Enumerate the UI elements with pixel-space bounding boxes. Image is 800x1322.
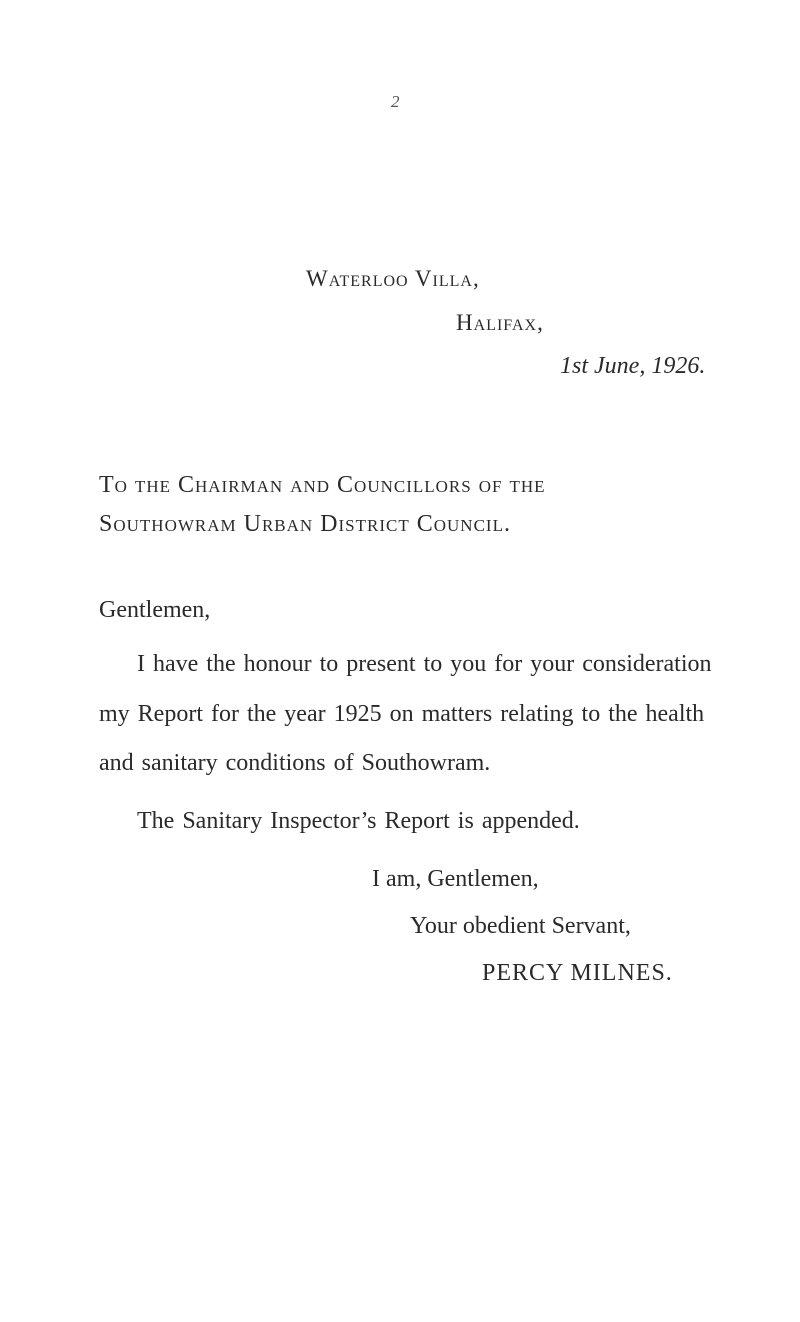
address-town: Halifax,	[456, 310, 544, 335]
closing-line-1: I am, Gentlemen,	[372, 866, 539, 892]
signature: PERCY MILNES.	[482, 960, 673, 986]
body-line-3: and sanitary conditions of Southowram.	[99, 750, 491, 776]
letter-date: 1st June, 1926.	[560, 353, 706, 379]
body-line-4: The Sanitary Inspector’s Report is appended.	[137, 808, 580, 834]
addressee-line-1: To the Chairman and Councillors of the	[99, 472, 546, 498]
closing-line-2: Your obedient Servant,	[410, 913, 631, 939]
page-number: 2	[391, 92, 400, 111]
salutation: Gentlemen,	[99, 597, 211, 623]
address-villa: Waterloo Villa,	[306, 266, 480, 291]
body-line-2: my Report for the year 1925 on matters relating to the health	[99, 701, 705, 727]
body-line-1: I have the honour to present to you for your consideration	[137, 651, 712, 677]
addressee-line-2: Southowram Urban District Council.	[99, 511, 511, 537]
